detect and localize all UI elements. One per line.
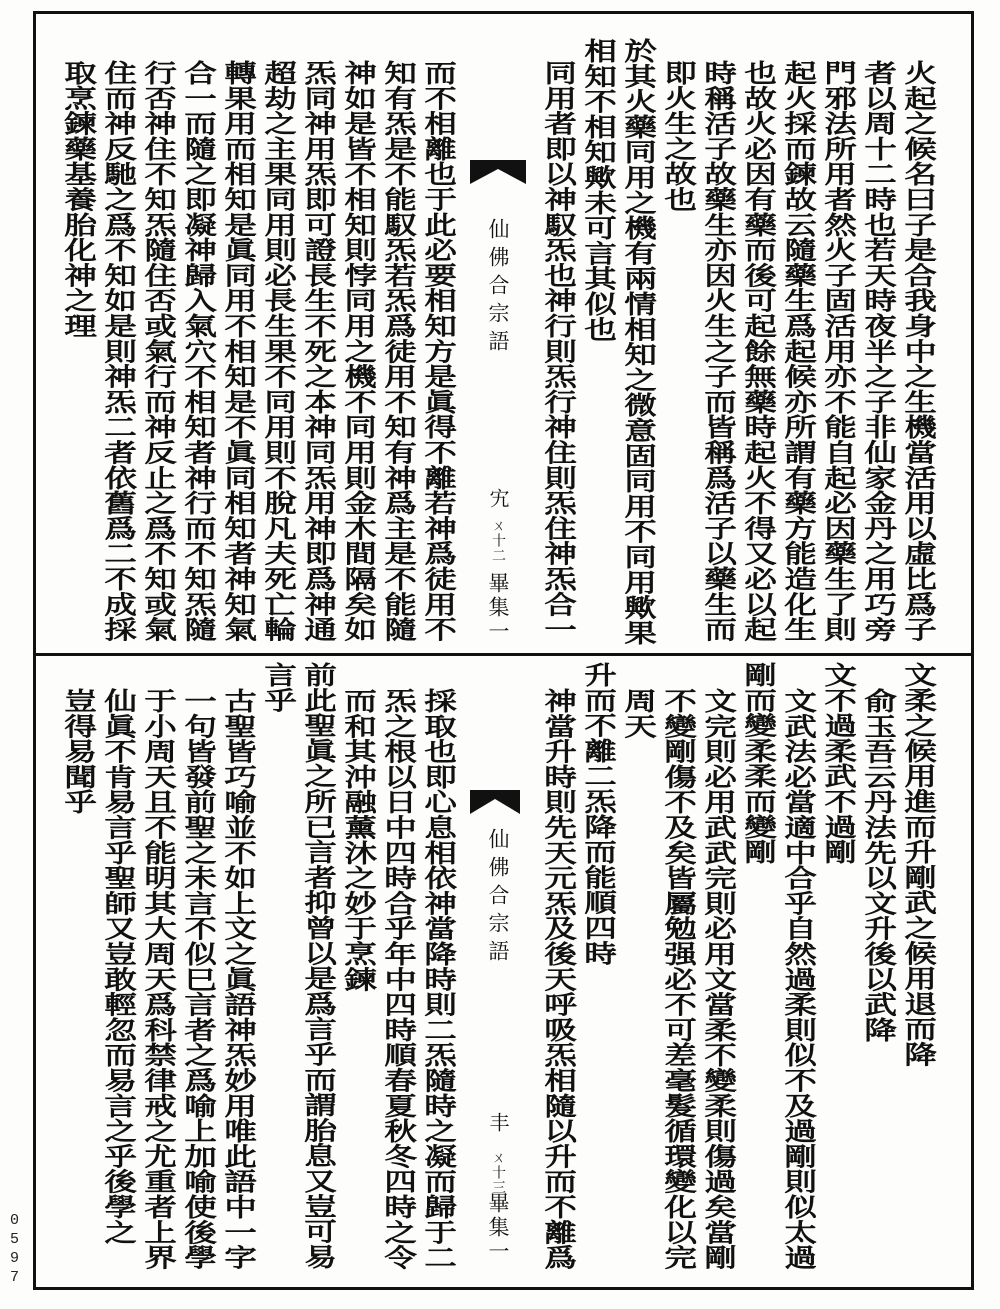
- column-text: 神當升時則先天元炁及後天呼吸炁相隨以升而不離爲: [539, 688, 578, 1270]
- column-text: 採取也即心息相依神當降時則二炁隨時之凝而歸于二: [419, 688, 458, 1270]
- folio-number: ㄨ十三: [490, 1150, 506, 1195]
- text-column: [338, 656, 378, 1287]
- bottom-right-columns: [538, 656, 938, 1287]
- column-text: 周天: [619, 688, 658, 739]
- text-column: [378, 14, 418, 653]
- column-text: 前此聖眞之所已言者抑曾以是爲言乎而謂胎息又豈可易: [299, 662, 338, 1270]
- text-column: [858, 656, 898, 1287]
- fish-tail-mark-icon: [470, 790, 520, 814]
- column-text: 文武法必當適中合乎自然過柔則似不及過剛則似太過: [779, 688, 818, 1270]
- bottom-center-margin: [458, 656, 538, 1287]
- bottom-half-page: [36, 656, 971, 1287]
- column-text: 炁之根以日中四時合乎年中四時順春夏秋冬四時之令: [379, 688, 418, 1270]
- column-text: 豈得易聞乎: [59, 688, 98, 815]
- text-column: [818, 14, 858, 653]
- text-column: [578, 14, 618, 653]
- column-text: 也故火必因有藥而後可起餘無藥時起火不得又必以起: [739, 60, 778, 642]
- column-text: 合一而隨之即凝神歸入氣穴不相知者神行而不知炁隨: [179, 60, 218, 642]
- column-text: 時稱活子故藥生亦因火生之子而皆稱爲活子以藥生而: [699, 60, 738, 642]
- column-text: 而不相離也于此必要相知方是眞得不離若神爲徒用不: [419, 60, 458, 642]
- text-column: [898, 656, 938, 1287]
- column-text: 文柔之候用進而升剛武之候用退而降: [899, 662, 938, 1067]
- column-text: 不變剛傷不及矣皆屬勉强必不可差毫髮循環變化以完: [659, 688, 698, 1270]
- text-column: [218, 656, 258, 1287]
- column-text: 而和其沖融薰沐之妙于烹鍊: [339, 688, 378, 992]
- text-column: [338, 14, 378, 653]
- column-text: 轉果用而相知是眞同用不相知是不眞同相知者神知氣: [219, 60, 258, 642]
- fish-tail-mark-icon: [470, 160, 526, 184]
- column-text: 于小周天且不能明其大周天爲科禁律戒之尤重者上界: [139, 688, 178, 1270]
- top-column-row: [58, 14, 938, 653]
- text-column: [658, 656, 698, 1287]
- book-title: 仙佛合宗語: [486, 218, 510, 358]
- bottom-column-row: [58, 656, 938, 1287]
- column-text: 住而神反馳之爲不知如是則神炁二者依舊爲二不成採: [99, 60, 138, 642]
- column-text: 火起之候名曰子是合我身中之生機當活用以虛比爲子: [899, 60, 938, 642]
- column-text: 俞玉吾云丹法先以文升後以武降: [859, 688, 898, 1043]
- column-text: 仙眞不肯易言乎聖師又豈敢輕忽而易言之乎後學之: [99, 688, 138, 1245]
- column-text: 行否神住不知炁隨住否或氣行而神反止之爲不知或氣: [139, 60, 178, 642]
- column-text: 剛而變柔柔而變剛: [739, 662, 778, 865]
- column-text: 文不過柔武不過剛: [819, 662, 858, 865]
- text-column: [298, 656, 338, 1287]
- column-text: 相知不相知歟未可言其似也: [579, 38, 618, 342]
- bottom-left-columns: [58, 656, 458, 1287]
- text-column: [618, 14, 658, 653]
- column-text: 文完則必用武武完則必用文當柔不變柔則傷過矣當剛: [699, 688, 738, 1270]
- top-right-columns: [538, 14, 938, 653]
- top-center-margin: [458, 14, 538, 653]
- folio-number: ㄨ十二: [490, 518, 506, 563]
- column-text: 神如是皆不相知則悖同用之機不同用則金木間隔矣如: [339, 60, 378, 642]
- collection-name: 畢集一: [486, 1192, 510, 1264]
- text-column: [538, 14, 578, 653]
- column-text: 超劫之主果同用則必長生果不同用則不脫凡夫死亡輪: [259, 60, 298, 642]
- column-text: 言乎: [259, 662, 298, 713]
- column-text: 者以周十二時也若天時夜半之子非仙家金丹之用巧旁: [859, 60, 898, 642]
- text-column: [778, 656, 818, 1287]
- margin-mark: 丰: [486, 1112, 510, 1132]
- text-column: [378, 656, 418, 1287]
- book-title: 仙佛合宗語: [486, 828, 510, 968]
- text-column: [818, 656, 858, 1287]
- column-text: 一句皆發前聖之未言不似巳言者之爲喻上加喻使後學: [179, 688, 218, 1270]
- text-column: [538, 656, 578, 1287]
- column-text: 即火生之故也: [659, 60, 698, 212]
- text-column: [178, 656, 218, 1287]
- column-text: 門邪法所用者然火子固活用亦不能自起必因藥生了則: [819, 60, 858, 642]
- column-text: 升而不離二炁降而能順四時: [579, 662, 618, 966]
- column-text: 古聖皆巧喻並不如上文之眞語神炁妙用唯此語中一字: [219, 688, 258, 1270]
- text-column: [258, 14, 298, 653]
- text-column: [138, 14, 178, 653]
- column-text: 取烹鍊藥基養胎化神之理: [59, 60, 98, 339]
- column-text: 炁同神用炁即可證長生不死之本神同炁用神即爲神通: [299, 60, 338, 642]
- text-column: [98, 14, 138, 653]
- text-column: [578, 656, 618, 1287]
- column-text: 同用者即以神馭炁也神行則炁行神住則炁住神炁合一: [539, 60, 578, 642]
- text-column: [58, 14, 98, 653]
- text-column: [738, 656, 778, 1287]
- top-left-columns: [58, 14, 458, 653]
- text-column: [898, 14, 938, 653]
- text-column: [58, 656, 98, 1287]
- text-column: [138, 656, 178, 1287]
- text-column: [418, 656, 458, 1287]
- scan-page-number: 0597: [6, 1212, 23, 1288]
- text-column: [178, 14, 218, 653]
- text-column: [298, 14, 338, 653]
- collection-name: 畢集一: [486, 572, 510, 644]
- text-column: [658, 14, 698, 653]
- top-half-page: [36, 14, 971, 653]
- text-column: [618, 656, 658, 1287]
- text-column: [98, 656, 138, 1287]
- column-text: 知有炁是不能馭炁若炁爲徒用不知有神爲主是不能隨: [379, 60, 418, 642]
- text-column: [418, 14, 458, 653]
- text-column: [218, 14, 258, 653]
- text-column: [258, 656, 298, 1287]
- text-column: [778, 14, 818, 653]
- text-column: [738, 14, 778, 653]
- column-text: 起火採而鍊故云隨藥生爲起候亦所謂有藥方能造化生: [779, 60, 818, 642]
- text-column: [858, 14, 898, 653]
- margin-mark: 宄: [486, 488, 510, 508]
- column-text: 於其火藥同用之機有兩情相知之微意固同用不同用歟果: [619, 38, 658, 646]
